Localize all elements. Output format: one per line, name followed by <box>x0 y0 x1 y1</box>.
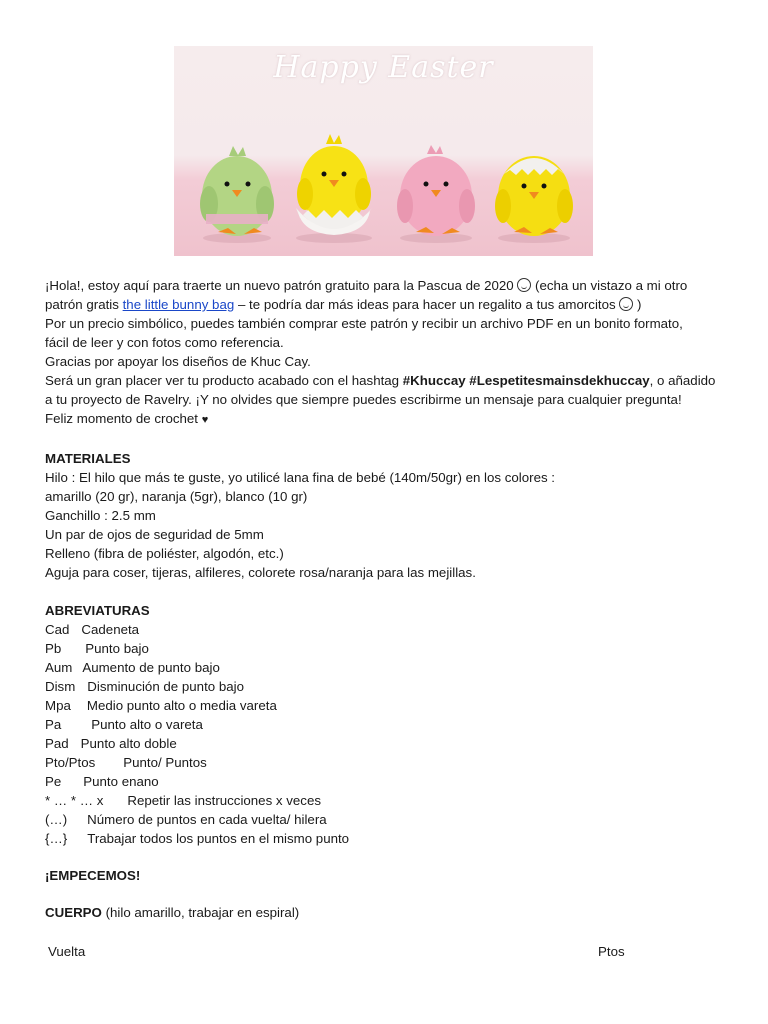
abbr-term: Mpa <box>45 698 71 713</box>
abbr-desc: Disminución de punto bajo <box>87 679 245 694</box>
abbr-term: * … * … x <box>45 793 104 808</box>
materiales-item: Aguja para coser, tijeras, alfileres, colorete rosa/naranja para las mejillas. <box>45 565 476 580</box>
empecemos-heading: ¡EMPECEMOS! <box>45 868 141 883</box>
intro-text: patrón gratis <box>45 297 123 312</box>
abbr-row <box>45 810 735 829</box>
hero-title: Happy Easter <box>273 50 494 85</box>
green-chick <box>200 146 274 236</box>
intro-text: – te podría dar más ideas para hacer un regalito a tus amorcitos <box>234 297 620 312</box>
intro-line-4: fácil de leer y con fotos como referencia. <box>45 335 284 350</box>
cuerpo-note: (hilo amarillo, trabajar en espiral) <box>101 905 300 920</box>
abbr-term: Aum <box>45 660 73 675</box>
smile-emoji-icon <box>619 297 633 311</box>
abbr-row <box>45 658 735 677</box>
intro-line-5: Gracias por apoyar los diseños de Khuc Cay. <box>45 354 311 369</box>
intro-text: (echa un vistazo a mi otro <box>531 278 688 293</box>
table-header-ptos: Ptos <box>598 944 625 959</box>
abbr-row <box>45 620 735 639</box>
abbr-row <box>45 715 735 734</box>
abbr-term: Pto/Ptos <box>45 755 96 770</box>
abbr-term: Dism <box>45 679 76 694</box>
abbr-desc: Medio punto alto o media vareta <box>86 698 277 713</box>
abbr-term: Pb <box>45 641 62 656</box>
abbr-row <box>45 753 735 772</box>
yellow-chick-hat <box>495 156 573 236</box>
pink-chick <box>397 145 475 236</box>
intro-text: Será un gran placer ver tu producto acabado con el hashtag <box>45 373 403 388</box>
bunny-bag-link[interactable]: the little bunny bag <box>122 297 235 312</box>
materiales-item: Ganchillo : 2.5 mm <box>45 508 156 523</box>
intro-line-7: a tu proyecto de Ravelry. ¡Y no olvides que siempre puedes escribirme un mensaje para cualquier pregunta! <box>45 392 682 407</box>
abbr-row <box>45 677 735 696</box>
abreviaturas-section <box>45 601 735 848</box>
abbr-row <box>45 772 735 791</box>
abbr-desc: Punto/ Puntos <box>123 755 207 770</box>
materiales-heading: MATERIALES <box>45 451 131 466</box>
yellow-chick-egg <box>296 134 372 235</box>
pattern-table-header <box>48 942 648 961</box>
abbr-term: (…) <box>45 812 68 827</box>
intro-line-3: Por un precio simbólico, puedes también comprar este patrón y recibir un archivo PDF en un bonito formato, <box>45 316 683 331</box>
abbr-row <box>45 791 735 810</box>
abbr-term: Pe <box>45 774 62 789</box>
abbr-row <box>45 639 735 658</box>
intro-text: ) <box>633 297 642 312</box>
intro-line-6 <box>45 371 735 390</box>
abbr-desc: Punto bajo <box>85 641 149 656</box>
intro-text: Feliz momento de crochet <box>45 411 202 426</box>
abbr-desc: Trabajar todos los puntos en el mismo punto <box>87 831 350 846</box>
cuerpo-section <box>45 903 735 922</box>
cuerpo-heading: CUERPO <box>45 905 102 920</box>
grin-emoji-icon <box>517 278 531 292</box>
cuerpo-line <box>45 903 735 922</box>
abbr-desc: Punto alto o vareta <box>91 717 203 732</box>
abbr-desc: Punto alto doble <box>80 736 177 751</box>
abbr-term: Cad <box>45 622 70 637</box>
abbr-desc: Número de puntos en cada vuelta/ hilera <box>87 812 327 827</box>
abbr-row <box>45 696 735 715</box>
intro-line-1 <box>45 276 735 295</box>
abreviaturas-heading: ABREVIATURAS <box>45 603 150 618</box>
abbr-row <box>45 829 735 848</box>
intro-section <box>45 276 735 428</box>
table-header-vuelta: Vuelta <box>48 944 86 959</box>
intro-line-2 <box>45 295 735 314</box>
abbr-desc: Repetir las instrucciones x veces <box>127 793 321 808</box>
abbr-term: Pad <box>45 736 69 751</box>
materiales-item: Relleno (fibra de poliéster, algodón, etc.) <box>45 546 284 561</box>
intro-text: , o añadido <box>649 373 716 388</box>
abbr-term: Pa <box>45 717 62 732</box>
hashtags: #Khuccay #Lespetitesmainsdekhuccay <box>402 373 650 388</box>
heart-icon: ♥ <box>201 414 209 426</box>
abbr-desc: Cadeneta <box>81 622 140 637</box>
easter-chicks-image <box>174 46 593 256</box>
empecemos-section <box>45 866 735 885</box>
abbr-term: {…} <box>45 831 68 846</box>
materiales-item: Hilo : El hilo que más te guste, yo utilicé lana fina de bebé (140m/50gr) en los colores : <box>45 470 555 485</box>
intro-line-8 <box>45 409 735 428</box>
materiales-item: Un par de ojos de seguridad de 5mm <box>45 527 264 542</box>
abbr-desc: Punto enano <box>83 774 159 789</box>
materiales-section <box>45 449 735 582</box>
abbr-row <box>45 734 735 753</box>
intro-text: ¡Hola!, estoy aquí para traerte un nuevo patrón gratuito para la Pascua de 2020 <box>45 278 518 293</box>
abbr-desc: Aumento de punto bajo <box>82 660 220 675</box>
materiales-item: amarillo (20 gr), naranja (5gr), blanco (10 gr) <box>45 489 308 504</box>
